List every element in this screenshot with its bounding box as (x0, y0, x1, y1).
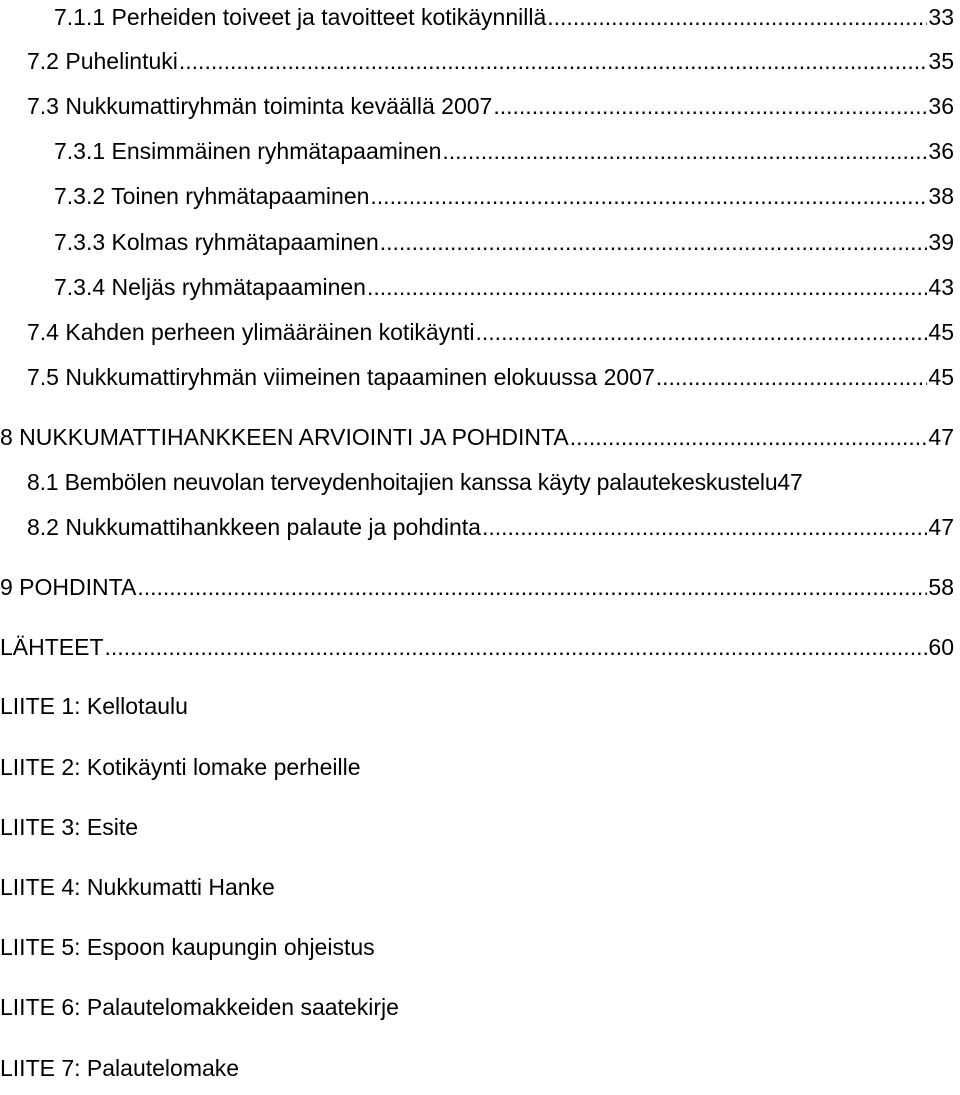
toc-entry[interactable] (54, 134, 954, 168)
toc-entry-page: 43 (928, 274, 954, 300)
toc-entry-page: 45 (928, 319, 954, 345)
toc-entry-title: 7.3 Nukkumattiryhmän toiminta keväällä 2007 (27, 93, 493, 119)
toc-entry[interactable] (54, 0, 954, 34)
toc-entry-page: 60 (928, 634, 954, 660)
toc-dot-leader (493, 89, 927, 123)
toc-entry-page: 39 (928, 229, 954, 255)
toc-dot-leader (367, 270, 927, 304)
toc-entry[interactable] (54, 225, 954, 259)
toc-entry-title: LÄHTEET (0, 634, 104, 660)
appendix-item[interactable]: LIITE 6: Palautelomakkeiden saatekirje (0, 994, 399, 1020)
toc-dot-leader (442, 134, 927, 168)
toc-entry-page: 36 (928, 138, 954, 164)
toc-entry-page: 38 (928, 183, 954, 209)
toc-entry[interactable] (0, 420, 954, 454)
toc-entry[interactable] (0, 570, 954, 604)
appendix-item[interactable]: LIITE 7: Palautelomake (0, 1055, 240, 1081)
toc-entry-page: 36 (928, 93, 954, 119)
toc-entry-page: 58 (928, 574, 954, 600)
toc-dot-leader (370, 179, 927, 213)
toc-entry-page: 47 (928, 424, 954, 450)
toc-dot-leader (179, 44, 928, 78)
toc-entry[interactable] (27, 510, 954, 544)
toc-entry-page: 45 (928, 364, 954, 390)
appendix-item[interactable]: LIITE 5: Espoon kaupungin ohjeistus (0, 934, 375, 960)
toc-entry[interactable] (27, 465, 954, 499)
appendix-item[interactable]: LIITE 2: Kotikäynti lomake perheille (0, 754, 361, 780)
toc-entry-title: 7.3.3 Kolmas ryhmätapaaminen (54, 229, 379, 255)
toc-entry[interactable] (0, 630, 954, 664)
toc-entry[interactable] (27, 315, 954, 349)
toc-dot-leader (656, 360, 928, 394)
toc-entry[interactable] (27, 44, 954, 78)
toc-dot-leader (105, 630, 928, 664)
appendix-item[interactable]: LIITE 4: Nukkumatti Hanke (0, 874, 275, 900)
toc-entry-page: 47 (777, 469, 803, 495)
toc-entry-title: 7.5 Nukkumattiryhmän viimeinen tapaaminen elokuussa 2007 (27, 364, 655, 390)
toc-entry-title: 9 POHDINTA (0, 574, 137, 600)
appendix-item[interactable]: LIITE 3: Esite (0, 814, 139, 840)
toc-entry-page: 35 (928, 48, 954, 74)
toc-entry-title: 7.4 Kahden perheen ylimääräinen kotikäynti (27, 319, 475, 345)
toc-dot-leader (570, 420, 928, 454)
toc-entry-title: 8.2 Nukkumattihankkeen palaute ja pohdinta (27, 514, 481, 540)
toc-entry[interactable] (54, 270, 954, 304)
toc-entry-title: 7.2 Puhelintuki (27, 48, 178, 74)
toc-entry-title: 7.3.2 Toinen ryhmätapaaminen (54, 183, 370, 209)
toc-entry-title: 8 NUKKUMATTIHANKKEEN ARVIOINTI JA POHDINTA (0, 424, 569, 450)
toc-entry-title: 7.3.1 Ensimmäinen ryhmätapaaminen (54, 138, 442, 164)
toc-entry[interactable] (27, 89, 954, 123)
appendix-item[interactable]: LIITE 1: Kellotaulu (0, 693, 188, 719)
toc-dot-leader (547, 0, 927, 34)
toc-entry-title: 7.3.4 Neljäs ryhmätapaaminen (54, 274, 366, 300)
toc-dot-leader (476, 315, 928, 349)
toc-entry[interactable] (27, 360, 954, 394)
toc-entry-page: 33 (928, 4, 954, 30)
toc-dot-leader (380, 225, 928, 259)
toc-entry[interactable] (54, 179, 954, 213)
toc-dot-leader (482, 510, 927, 544)
toc-entry-title: 7.1.1 Perheiden toiveet ja tavoitteet kotikäynnillä (54, 4, 547, 30)
toc-dot-leader (137, 570, 927, 604)
toc-entry-page: 47 (928, 514, 954, 540)
toc-entry-title: 8.1 Bembölen neuvolan terveydenhoitajien kanssa käyty palautekeskustelu (27, 469, 778, 495)
